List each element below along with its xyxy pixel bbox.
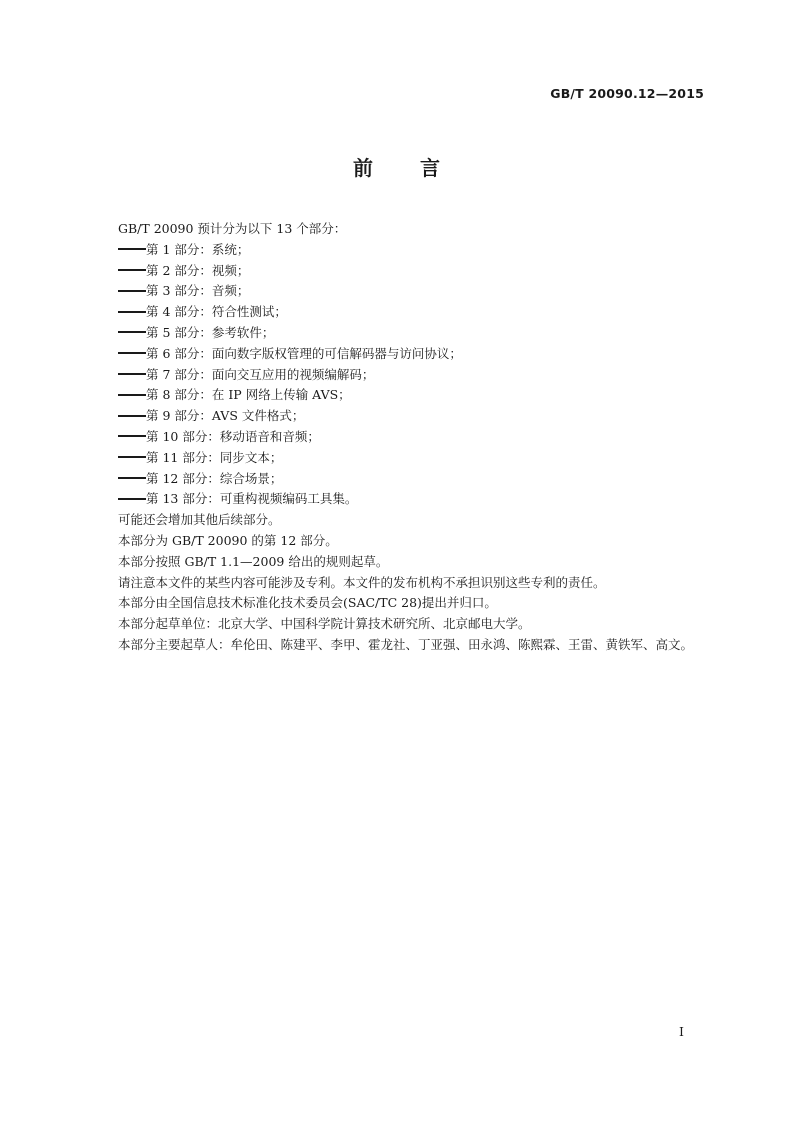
intro-line: GB/T 20090 预计分为以下 13 个部分： bbox=[118, 221, 347, 236]
part-item: 第 11 部分：同步文本； bbox=[118, 448, 708, 469]
page-number: I bbox=[679, 1024, 684, 1039]
em-dash-mark bbox=[118, 435, 146, 437]
paragraph: 本部分为 GB/T 20090 的第 12 部分。 bbox=[118, 532, 338, 548]
paragraph: 本部分按照 GB/T 1.1—2009 给出的规则起草。 bbox=[118, 553, 389, 569]
part-item: 第 2 部分：视频； bbox=[118, 261, 708, 282]
em-dash-mark bbox=[118, 498, 146, 500]
part-item: 第 6 部分：面向数字版权管理的可信解码器与访问协议； bbox=[118, 344, 708, 365]
em-dash-mark bbox=[118, 352, 146, 354]
title-char-left: 前 bbox=[353, 156, 374, 180]
paragraph: 本部分主要起草人：牟伦田、陈建平、李甲、霍龙社、丁亚强、田永鸿、陈熙霖、王雷、黄铁军、高文。 bbox=[118, 636, 694, 652]
em-dash-mark bbox=[118, 394, 146, 396]
paragraph: 请注意本文件的某些内容可能涉及专利。本文件的发布机构不承担识别这些专利的责任。 bbox=[118, 574, 606, 590]
paragraph: 可能还会增加其他后续部分。 bbox=[118, 512, 281, 528]
part-item: 第 4 部分：符合性测试； bbox=[118, 302, 708, 323]
part-item: 第 8 部分：在 IP 网络上传输 AVS； bbox=[118, 385, 708, 406]
em-dash-mark bbox=[118, 373, 146, 375]
foreword-body bbox=[118, 219, 708, 656]
part-item: 第 7 部分：面向交互应用的视频编解码； bbox=[118, 365, 708, 386]
standard-code: GB/T 20090.12—2015 bbox=[550, 86, 704, 101]
em-dash-mark bbox=[118, 311, 146, 313]
part-item: 第 9 部分：AVS 文件格式； bbox=[118, 406, 708, 427]
em-dash-mark bbox=[118, 477, 146, 479]
part-item: 第 5 部分：参考软件； bbox=[118, 323, 708, 344]
paragraph: 本部分由全国信息技术标准化技术委员会(SAC/TC 28)提出并归口。 bbox=[118, 595, 497, 611]
title-char-right: 言 bbox=[420, 156, 441, 180]
part-item: 第 3 部分：音频； bbox=[118, 281, 708, 302]
em-dash-mark bbox=[118, 269, 146, 271]
em-dash-mark bbox=[118, 456, 146, 458]
em-dash-mark bbox=[118, 331, 146, 333]
part-item: 第 12 部分：综合场景； bbox=[118, 469, 708, 490]
em-dash-mark bbox=[118, 248, 146, 250]
paragraph: 本部分起草单位：北京大学、中国科学院计算技术研究所、北京邮电大学。 bbox=[118, 616, 531, 632]
em-dash-mark bbox=[118, 415, 146, 417]
em-dash-mark bbox=[118, 290, 146, 292]
part-item: 第 1 部分：系统； bbox=[118, 240, 708, 261]
part-item: 第 13 部分：可重构视频编码工具集。 bbox=[118, 489, 708, 510]
page-title bbox=[0, 152, 794, 181]
part-item: 第 10 部分：移动语音和音频； bbox=[118, 427, 708, 448]
